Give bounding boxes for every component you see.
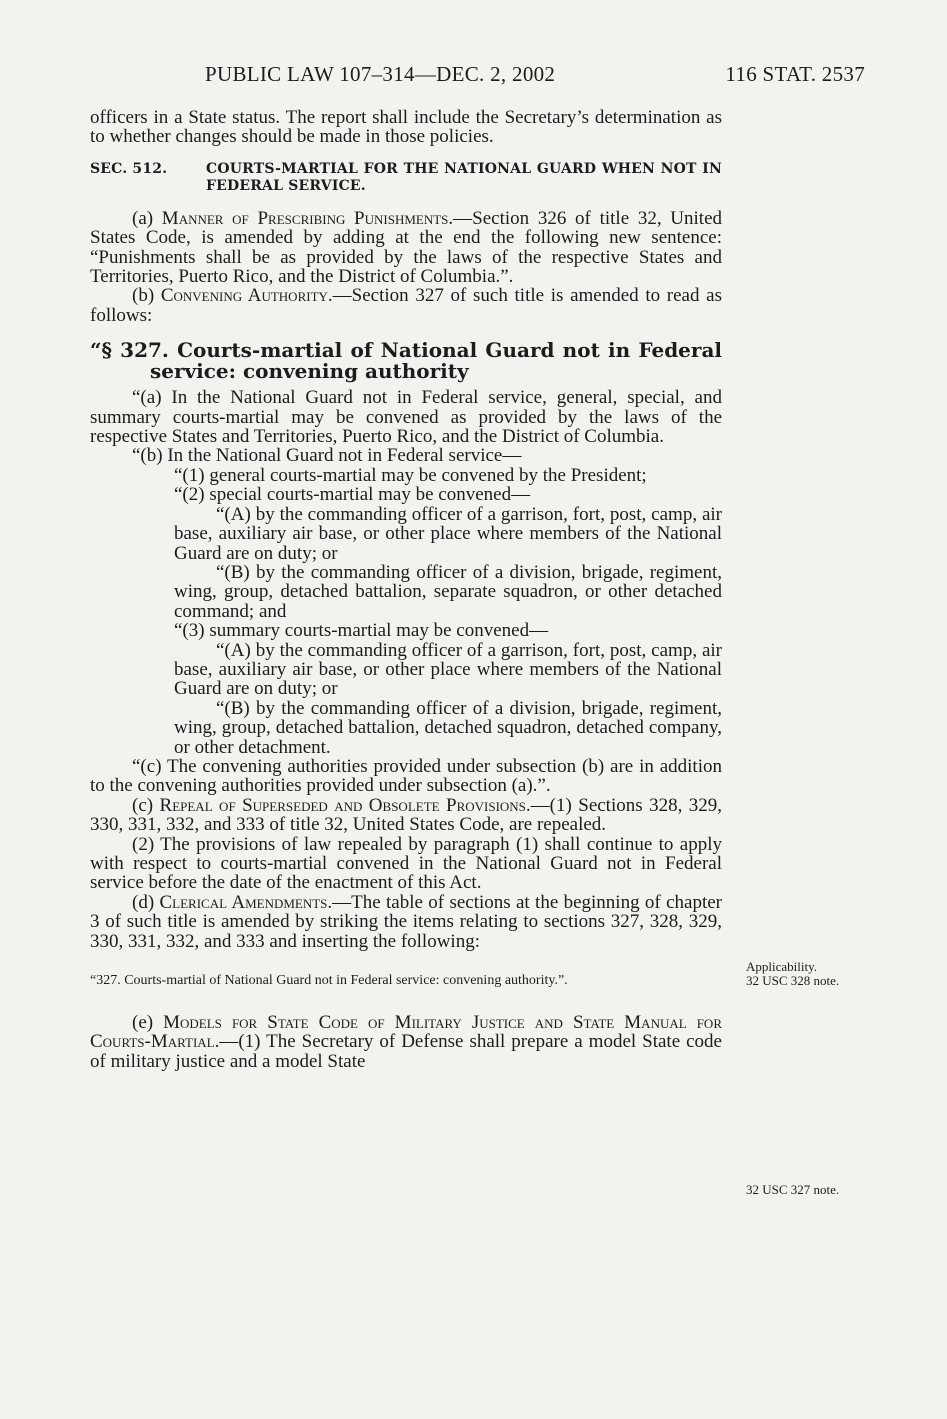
subsection-e-heading: Models for State Code of Military Justice and State Manual for Courts-Martial [90, 1012, 722, 1053]
quoted-para-b3a: “(A) by the commanding officer of a garrison, fort, post, camp, air base, auxiliary air base, or other place where members of the National Guard are on duty; or [174, 639, 722, 700]
subsection-e-text: .—(1) The Secretary of Defense shall prepare a model State code of military justice and a model State [90, 1031, 722, 1072]
running-header [205, 62, 865, 87]
quoted-section-title: “§ 327. Courts-martial of National Guard not in Federal service: convening authority [90, 338, 722, 384]
margin-note-usc-328: 32 USC 328 note. [746, 973, 840, 988]
quoted-para-b2: “(2) special courts-martial may be convened— [174, 484, 531, 506]
quoted-para-b: “(b) In the National Guard not in Federal service— [132, 445, 522, 467]
margin-note-applicability [746, 960, 876, 988]
subsection-c [90, 796, 722, 835]
subsection-b-text: .—Section 327 of such title is amended to read as follows: [90, 285, 722, 326]
intro-paragraph: officers in a State status. The report shall include the Secretary’s determination as to whether changes should be made in those policies. [90, 107, 722, 148]
subsection-b-heading: Convening Authority [160, 285, 328, 307]
quoted-para-b3: “(3) summary courts-martial may be convened— [174, 620, 549, 642]
subsection-c-heading: Repeal of Superseded and Obsolete Provisions [159, 794, 526, 816]
section-number: SEC. 512. [90, 160, 168, 177]
subsection-b [90, 286, 722, 325]
subsection-a [90, 209, 722, 287]
subsection-c-paragraph-2: (2) The provisions of law repealed by paragraph (1) shall continue to apply with respect to courts-martial convened in the National Guard not in Federal service before the date of the enactment of this Act. [90, 833, 722, 894]
subsection-c-label: (c) [132, 794, 160, 816]
quoted-para-b1: “(1) general courts-martial may be convened by the President; [174, 464, 647, 486]
section-heading [90, 161, 722, 195]
header-title: PUBLIC LAW 107–314—DEC. 2, 2002 [205, 62, 556, 86]
subsection-d-text: .—The table of sections at the beginning of chapter 3 of such title is amended by striking the items relating to sections 327, 328, 329, 330, 331, 332, and 333 and inserting the following: [90, 891, 722, 952]
subsection-a-text: .—Section 326 of title 32, United States Code, is amended by adding at the end the following new sentence: “Punishments shall be as provided by the laws of the respective States and Territories, Puerto Rico, and the District of Columbia.”. [90, 207, 722, 288]
subsection-e-label: (e) [132, 1012, 164, 1034]
subsection-a-heading: Manner of Prescribing Punishments [161, 207, 449, 229]
subsection-b-label: (b) [132, 285, 161, 307]
header-page-number: 116 STAT. 2537 [725, 62, 865, 86]
subsection-a-label: (a) [132, 207, 162, 229]
section-title: COURTS-MARTIAL FOR THE NATIONAL GUARD WHEN NOT IN FEDERAL SERVICE. [206, 160, 722, 194]
subsection-d-heading: Clerical Amendments [159, 891, 328, 913]
quoted-para-a: “(a) In the National Guard not in Federal service, general, special, and summary courts-martial may be convened as provided by the laws of the respective States and Territories, Puerto Rico, and the District of Columbia. [90, 387, 722, 448]
quoted-para-c: “(c) The convening authorities provided under subsection (b) are in addition to the convening authorities provided under subsection (a).”. [90, 755, 722, 797]
subsection-d-label: (d) [132, 891, 160, 913]
margin-note-applicability-label: Applicability. [746, 959, 818, 974]
quoted-para-b2a: “(A) by the commanding officer of a garrison, fort, post, camp, air base, auxiliary air base, or other place where members of the National Guard are on duty; or [174, 503, 722, 564]
document-body [90, 108, 722, 1071]
table-of-sections-entry: “327. Courts-martial of National Guard not in Federal service: convening authority.”. [90, 973, 568, 989]
quoted-para-b2b: “(B) by the commanding officer of a division, brigade, regiment, wing, group, detached battalion, separate squadron, or other detached command; and [174, 561, 722, 622]
quoted-para-b3b: “(B) by the commanding officer of a division, brigade, regiment, wing, group, detached battalion, detached squadron, detached company, or other detachment. [174, 697, 722, 758]
subsection-c-text: .—(1) Sections 328, 329, 330, 331, 332, and 333 of title 32, United States Code, are repealed. [90, 794, 722, 836]
subsection-d [90, 893, 722, 951]
margin-note-usc-327: 32 USC 327 note. [746, 1182, 840, 1197]
subsection-e [90, 1013, 722, 1071]
